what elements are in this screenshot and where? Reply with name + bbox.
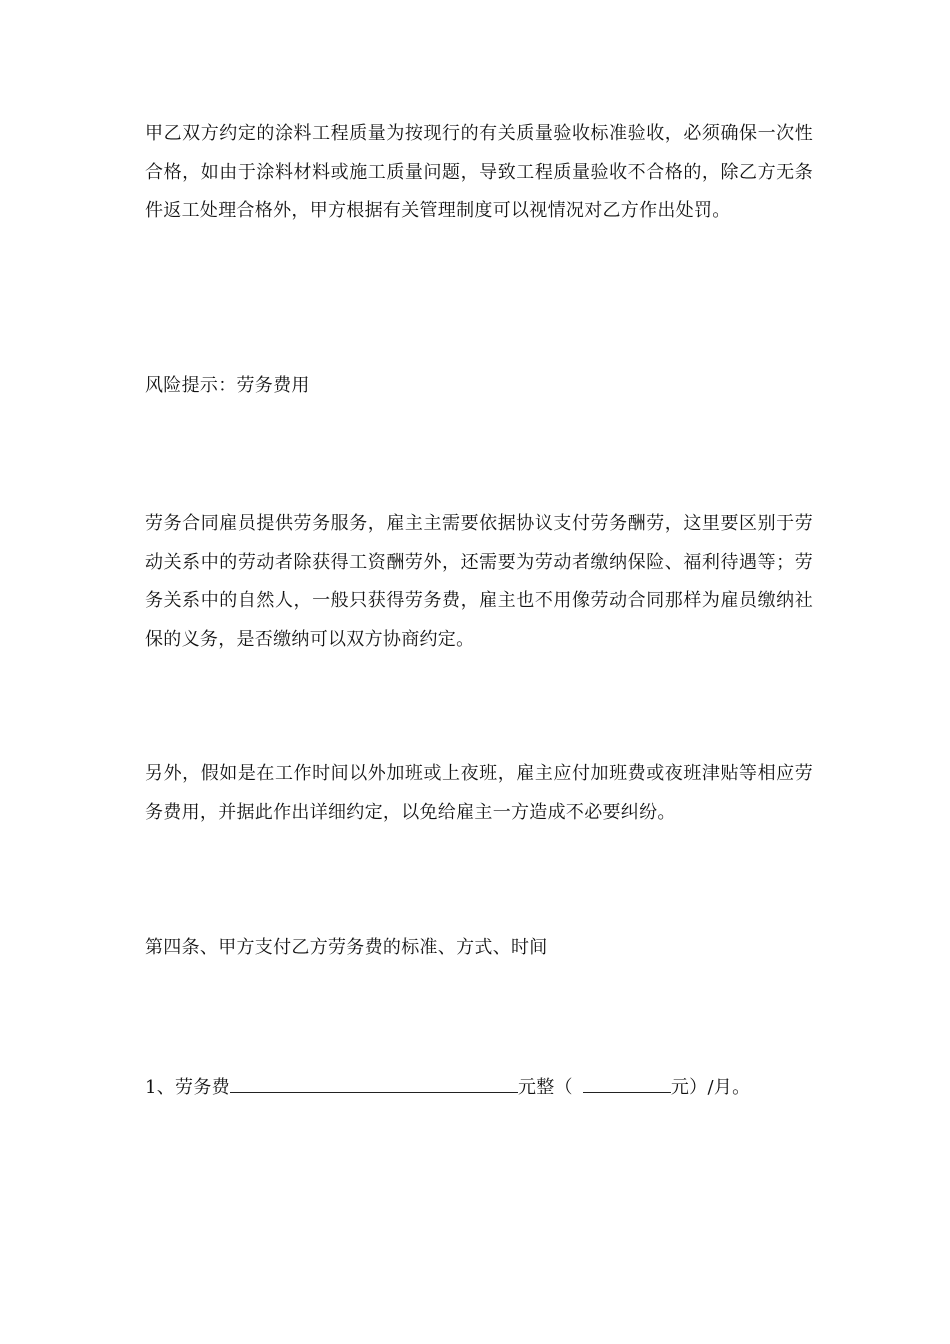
labor-fee-prefix: 1、劳务费 [145,1077,230,1098]
article-four-heading: 第四条、甲方支付乙方劳务费的标准、方式、时间 [145,937,548,958]
risk-notice-heading: 风险提示：劳务费用 [145,375,310,396]
fee-number-blank[interactable] [583,1091,671,1093]
paragraph-overtime: 另外，假如是在工作时间以外加班或上夜班，雇主应付加班费或夜班津贴等相应劳务费用，并据此作出详细约定，以免给雇主一方造成不必要纠纷。 [145,763,813,823]
labor-fee-suffix: 元）/月。 [670,1077,751,1098]
paragraph-labor-service: 劳务合同雇员提供劳务服务，雇主主需要依据协议支付劳务酬劳，这里要区别于劳动关系中的劳动者除获得工资酬劳外，还需要为劳动者缴纳保险、福利待遇等；劳务关系中的自然人，一般只获得劳务费，雇主也不用像劳动合同那样为雇员缴纳社保的义务，是否缴纳可以双方协商约定。 [145,513,813,650]
fee-amount-blank[interactable] [230,1091,518,1093]
labor-fee-middle: 元整（ [517,1077,573,1098]
labor-fee-line [145,1069,750,1108]
paragraph-quality-acceptance: 甲乙双方约定的涂料工程质量为按现行的有关质量验收标准验收，必须确保一次性合格，如由于涂料材料或施工质量问题，导致工程质量验收不合格的，除乙方无条件返工处理合格外，甲方根据有关管理制度可以视情况对乙方作出处罚。 [145,123,813,221]
